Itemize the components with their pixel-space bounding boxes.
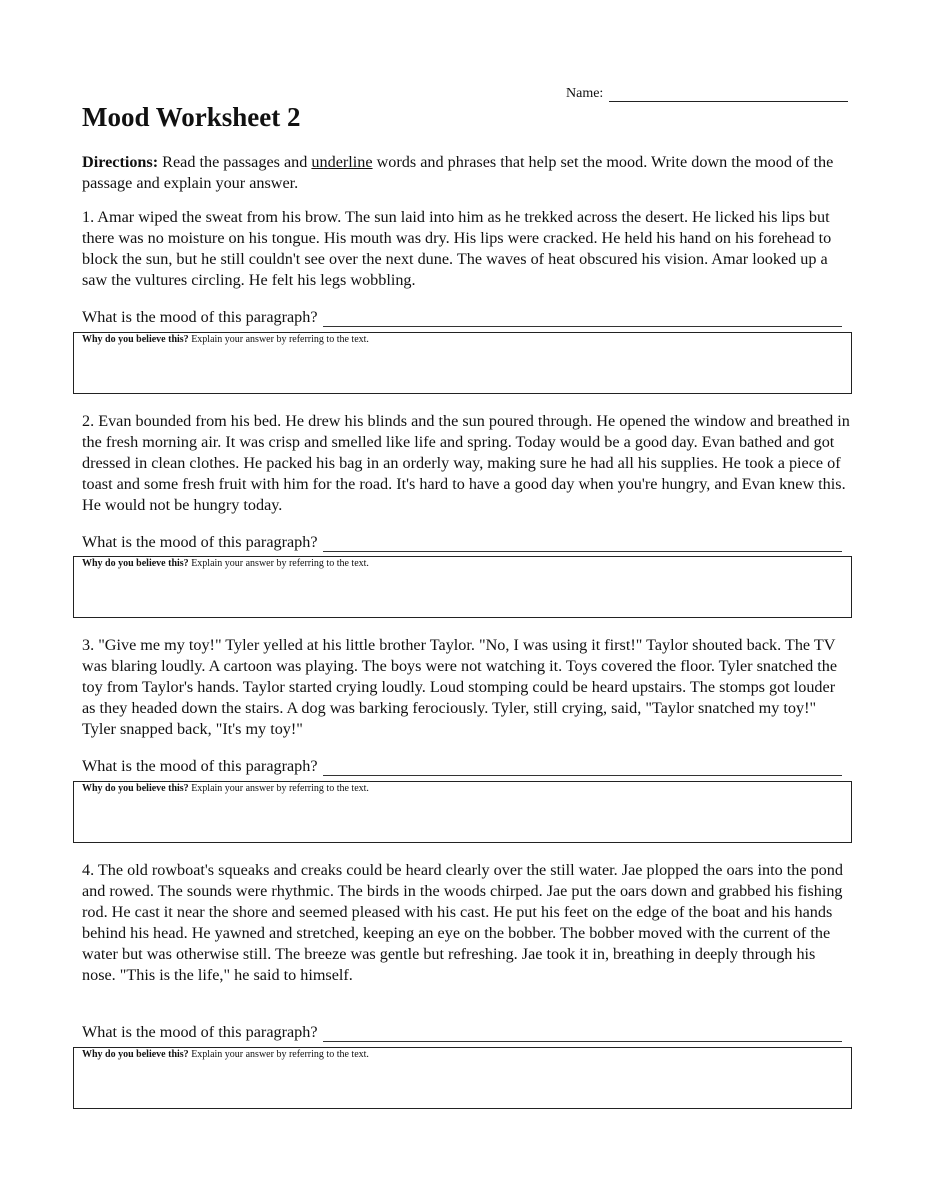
directions-underlined-word: underline — [311, 153, 373, 171]
explain-prompt — [82, 333, 369, 346]
explain-prompt — [82, 782, 369, 795]
mood-question-1 — [82, 305, 842, 327]
name-label: Name: — [566, 86, 604, 101]
mood-answer-line-2[interactable] — [323, 535, 842, 552]
mood-question-label: What is the mood of this paragraph? — [82, 757, 318, 775]
explain-prompt-bold: Why do you believe this? — [82, 558, 189, 569]
explain-prompt — [82, 557, 369, 570]
mood-question-3 — [82, 754, 842, 776]
explain-prompt-bold: Why do you believe this? — [82, 334, 189, 345]
explain-prompt — [82, 1048, 369, 1061]
passage-1: 1. Amar wiped the sweat from his brow. The sun laid into him as he trekked across the desert. He licked his lips but there was no moisture on his tongue. His mouth was dry. His lips were cracked. He held his hand on his forehead to block the sun, but he still couldn't see over the next dune. The waves of heat obscured his vision. Amar looked up a saw the vultures circling. He felt his legs wobbling. — [82, 208, 832, 289]
directions-label: Directions: — [82, 153, 159, 171]
passage-2: 2. Evan bounded from his bed. He drew his blinds and the sun poured through. He opened the window and breathed in the fresh morning air. It was crisp and smelled like life and spring. Today would be a good day. Evan bathed and got dressed in clean clothes. He packed his bag in an orderly way, making sure he had all his supplies. He took a piece of toast and some fresh fruit with him for the road. It's hard to have a good day when you're hungry, and Evan knew this. He would not be hungry today. — [82, 412, 850, 514]
page-title: Mood Worksheet 2 — [82, 102, 301, 132]
mood-question-label: What is the mood of this paragraph? — [82, 308, 318, 326]
explain-box-4[interactable] — [73, 1047, 852, 1109]
directions-text-before: Read the passages and — [158, 153, 312, 171]
explain-box-3[interactable] — [73, 781, 852, 843]
mood-question-2 — [82, 530, 842, 552]
mood-question-4 — [82, 1020, 842, 1042]
explain-prompt-rest: Explain your answer by referring to the text. — [188, 783, 369, 794]
mood-answer-line-1[interactable] — [323, 310, 842, 327]
explain-box-2[interactable] — [73, 556, 852, 618]
directions — [82, 152, 852, 194]
directions-text-after: words and phrases that help set the mood. Write down the mood of the passage and explain your answer. — [82, 153, 834, 192]
explain-prompt-bold: Why do you believe this? — [82, 1049, 189, 1060]
explain-prompt-rest: Explain your answer by referring to the text. — [188, 558, 369, 569]
explain-prompt-rest: Explain your answer by referring to the text. — [188, 334, 369, 345]
mood-question-label: What is the mood of this paragraph? — [82, 533, 318, 551]
explain-box-1[interactable] — [73, 332, 852, 394]
name-field[interactable] — [566, 82, 848, 102]
name-blank-line[interactable] — [609, 87, 848, 102]
mood-answer-line-3[interactable] — [323, 759, 842, 776]
explain-prompt-rest: Explain your answer by referring to the text. — [188, 1049, 369, 1060]
mood-answer-line-4[interactable] — [323, 1025, 842, 1042]
passage-3: 3. "Give me my toy!" Tyler yelled at his little brother Taylor. "No, I was using it first!" Taylor shouted back. The TV was blaring loudly. A cartoon was playing. The boys were not watching it. Toys covered the floor. Tyler snatched the toy from Taylor's hands. Taylor started crying loudly. Loud stomping could be heard upstairs. The stomps got louder as they headed down the stairs. A dog was barking ferociously. Tyler, still crying, said, "Taylor snatched my toy!" Tyler snapped back, "It's my toy!" — [82, 636, 838, 738]
mood-question-label: What is the mood of this paragraph? — [82, 1023, 318, 1041]
explain-prompt-bold: Why do you believe this? — [82, 783, 189, 794]
passage-4: 4. The old rowboat's squeaks and creaks could be heard clearly over the still water. Jae plopped the oars into the pond and rowed. The sounds were rhythmic. The birds in the woods chirped. Jae put the oars down and grabbed his fishing rod. He cast it near the shore and seemed pleased with his cast. He put his feet on the edge of the boat and his hands behind his head. He yawned and stretched, keeping an eye on the bobber. The bobber moved with the current of the water but was otherwise still. The breeze was gentle but refreshing. Jae took it in, breathing in deeply through his nose. "This is the life," he said to himself. — [82, 861, 843, 984]
